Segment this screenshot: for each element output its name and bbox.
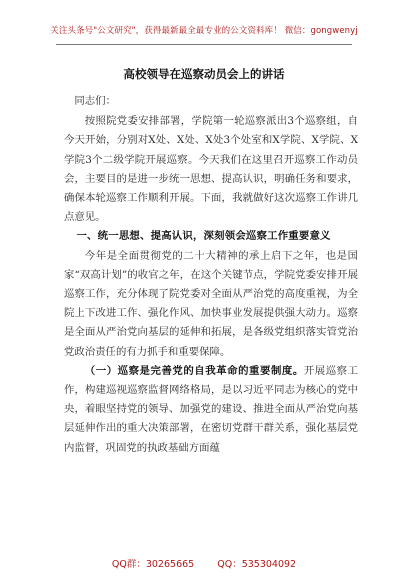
document-body	[64, 92, 358, 458]
header-divider	[56, 44, 352, 45]
intro-paragraph: 按照院党委安排部署，学院第一轮巡察派出3个巡察组，自今天开始，分别对X处、X处、X处3个处室和X学院、X学院、X学院3个二级学院开展巡察。今天我们在这里召开巡察工作动员会，主要目的是进一步统一思想、提高认识，明确任务和要求，确保本轮巡察工作顺利开展。下面，我就做好这次巡察工作讲几点意见。	[64, 115, 358, 224]
subsection-text: 开展巡察工作，构建巡视巡察监督网络格局，是以习近平同志为核心的党中央，着眼坚持党的领导、加强党的建设、推进全面从严治党向基层延伸作出的重大决策部署，在密切党群干群关系，强化基层党内监督，巩固党的执政基础方面蕴	[64, 364, 359, 454]
salutation: 同志们：	[74, 95, 116, 107]
promo-banner: 关注头条号"公文研究"，获得最新最全最专业的公文资料库！ 微信：gongwenyj	[50, 26, 358, 36]
section-paragraph: 今年是全面贯彻党的二十大精神的承上启下之年，也是国家“双高计划”的收官之年，在这个关键节点，学院党委安排开展巡察工作，充分体现了院党委对全面从严治党的高度重视，为全院上下改进工作、强化作风、加快事业发展提供强大动力。巡察是全面从严治党向基层的延伸和拓展，是各级党组织落实管党治党政治责任的有力抓手和重要保障。	[64, 249, 358, 358]
subsection-heading: （一）巡察是完善党的自我革命的重要制度。	[84, 364, 304, 377]
document-title: 高校领导在巡察动员会上的讲话	[123, 67, 285, 81]
section-heading: 一、统一思想、提高认识，深刻领会巡察工作重要意义	[76, 230, 331, 243]
qq-group: QQ群：30265665	[111, 559, 195, 570]
subsection-paragraph	[64, 362, 358, 458]
contact-footer	[0, 556, 408, 570]
qq-number: QQ：535304092	[217, 559, 297, 570]
